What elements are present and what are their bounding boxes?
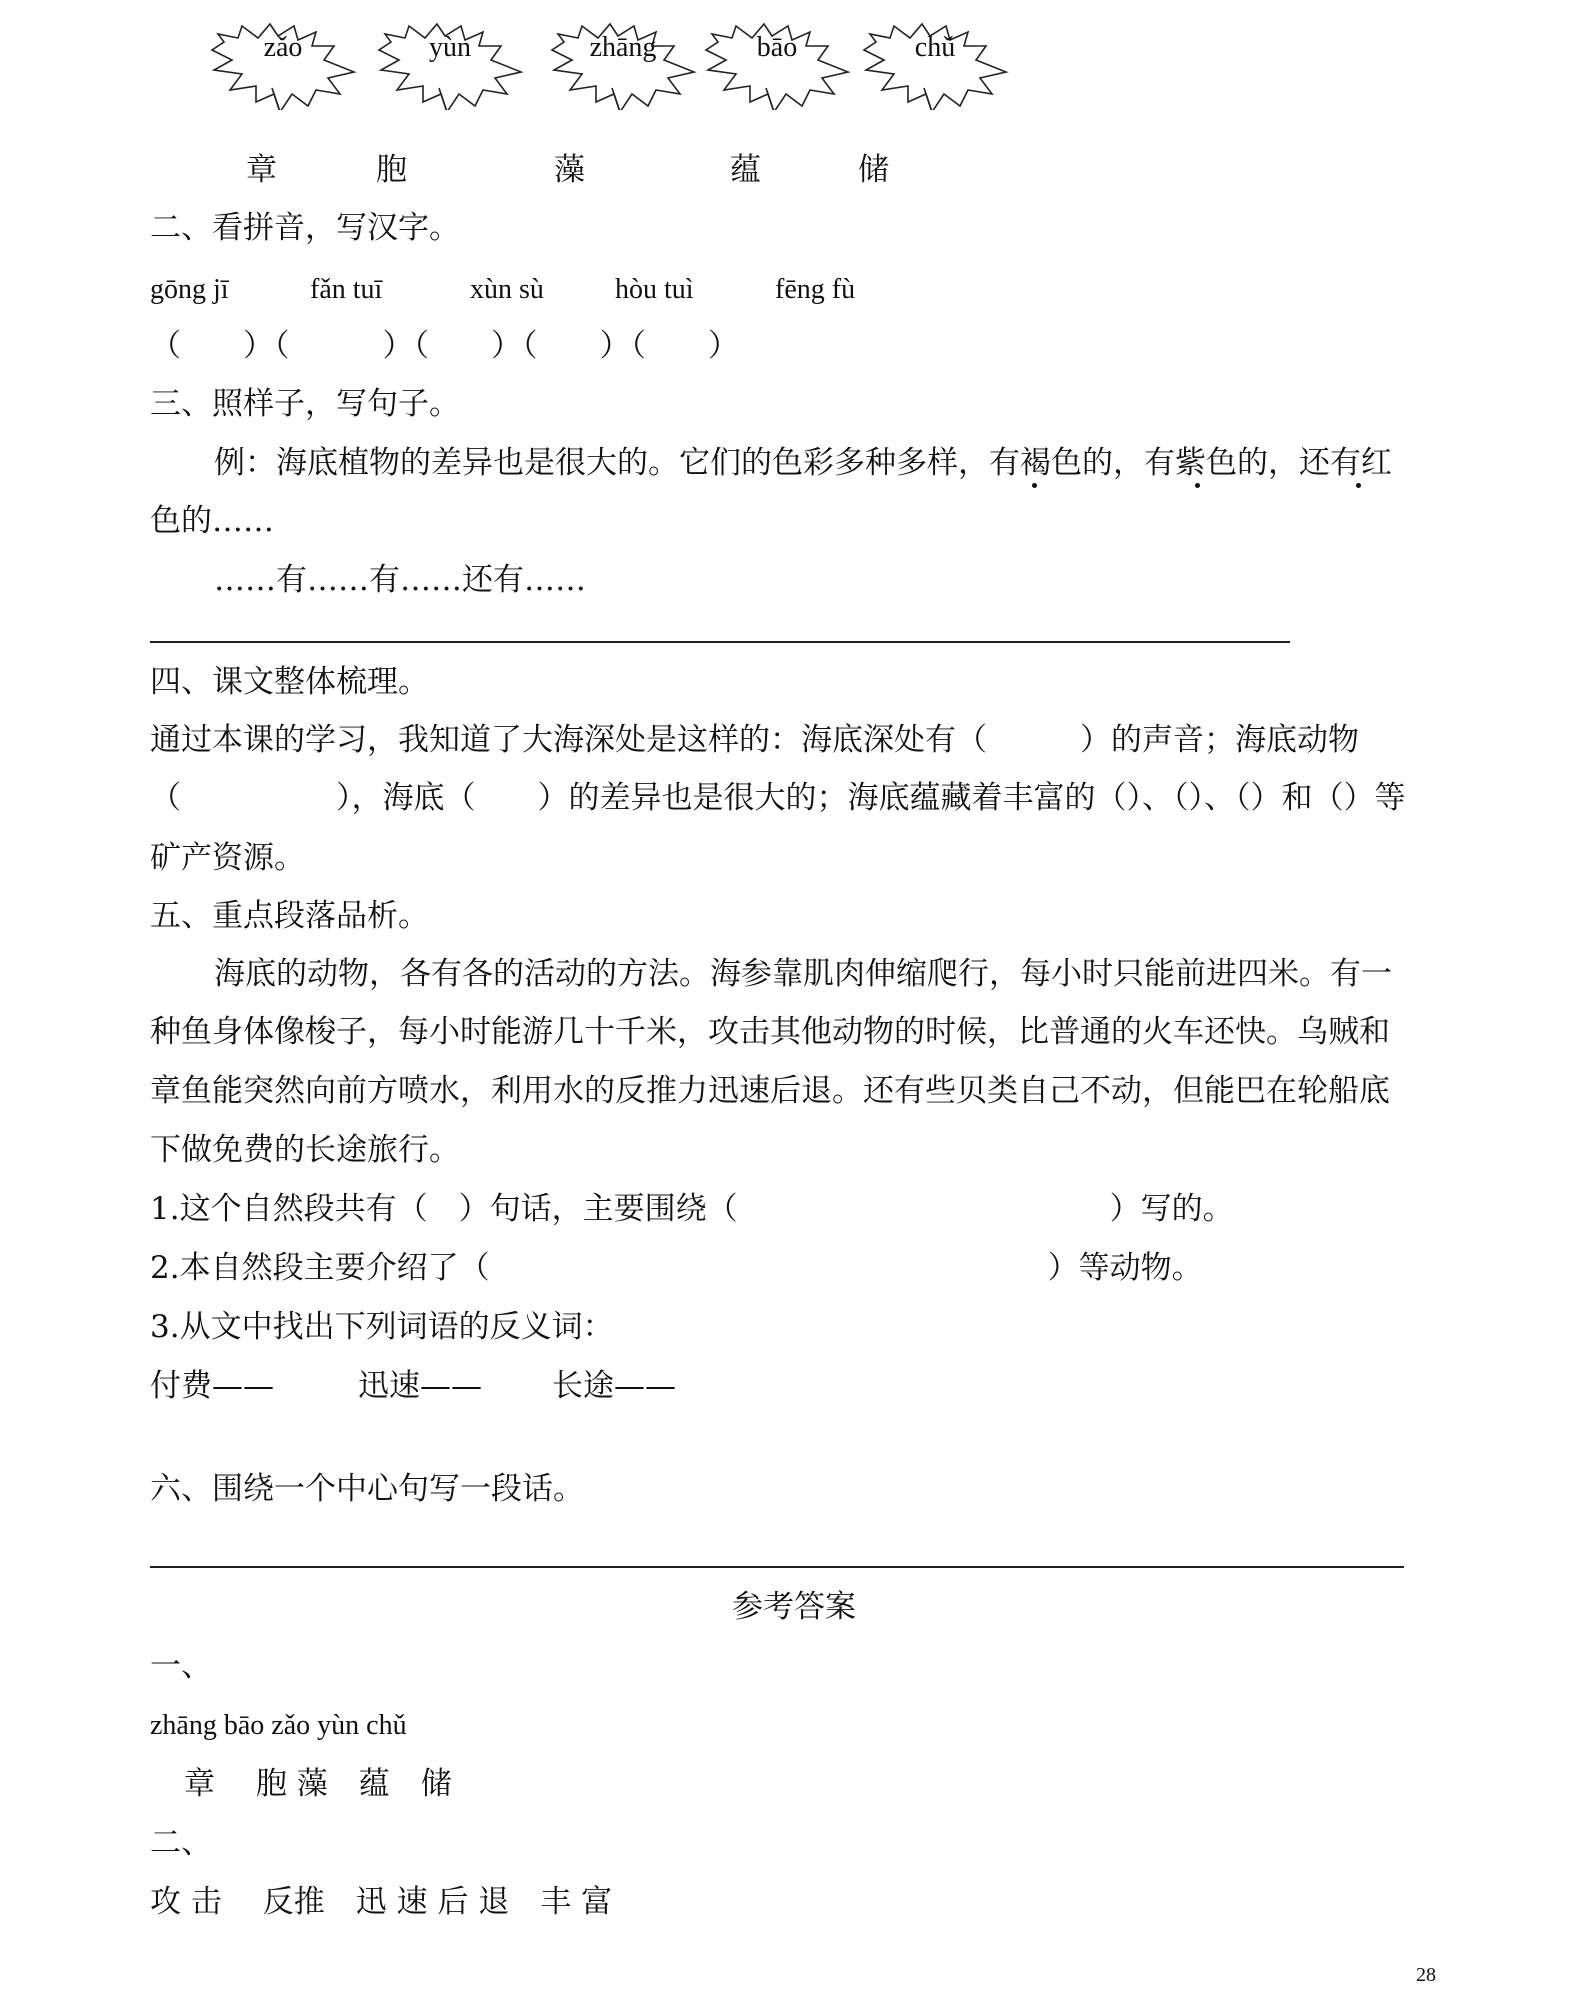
antonym-2: 迅速—— bbox=[358, 1368, 482, 1404]
answers-part2-label: 二、 bbox=[150, 1825, 212, 1861]
leaf-card-1 bbox=[208, 20, 358, 110]
section4-line-1: 通过本课的学习，我知道了大海深处是这样的：海底深处有（ ）的声音；海底动物 bbox=[150, 722, 1359, 758]
antonym-3: 长途—— bbox=[552, 1368, 676, 1404]
leaf-pinyin-4: bāo bbox=[756, 32, 798, 63]
leaf-pinyin-1: zǎo bbox=[263, 32, 303, 63]
answers-part1-chars: 章 胞 藻 蕴 储 bbox=[184, 1766, 452, 1802]
pinyin-3: xùn sù bbox=[470, 274, 544, 305]
paragraph-line-3: 章鱼能突然向前方喷水，利用水的反推力迅速后退。还有些贝类自己不动，但能巴在轮船底 bbox=[150, 1073, 1390, 1109]
char-5: 储 bbox=[858, 152, 889, 188]
pinyin-5: fēng fù bbox=[775, 274, 856, 305]
answer-line[interactable] bbox=[150, 1566, 1404, 1568]
leaf-card-4 bbox=[702, 20, 852, 110]
answer-blanks[interactable]: （ ）（ ）（ ）（ ）（ ） bbox=[150, 328, 739, 364]
sentence-pattern: ……有……有……还有…… bbox=[214, 562, 586, 598]
pinyin-2: fǎn tuī bbox=[310, 274, 383, 305]
question-1: 1.这个自然段共有（ ）句话，主要围绕（ ）写的。 bbox=[150, 1191, 1234, 1227]
section4-line-2: （ ），海底（ ）的差异也是很大的；海底蕴藏着丰富的（）、（）、（）和（）等 bbox=[150, 780, 1406, 816]
answers-part1-label: 一、 bbox=[150, 1648, 212, 1684]
answers-part2-words: 攻 击 反推 迅 速 后 退 丰 富 bbox=[150, 1884, 613, 1920]
char-4: 蕴 bbox=[730, 152, 761, 188]
section5-title: 五、重点段落品析。 bbox=[150, 898, 429, 934]
answer-line[interactable] bbox=[150, 641, 1290, 643]
pinyin-4: hòu tuì bbox=[615, 274, 694, 305]
leaf-card-5 bbox=[860, 20, 1010, 110]
leaf-pinyin-5: chǔ bbox=[914, 32, 956, 63]
leaf-card-2 bbox=[375, 20, 525, 110]
question-2: 2.本自然段主要介绍了（ ）等动物。 bbox=[150, 1250, 1203, 1286]
answers-title: 参考答案 bbox=[732, 1589, 856, 1625]
answers-part1-pinyin: zhāng bāo zǎo yùn chǔ bbox=[150, 1710, 407, 1741]
paragraph-line-2: 种鱼身体像梭子，每小时能游几十千米，攻击其他动物的时候，比普通的火车还快。乌贼和 bbox=[150, 1014, 1390, 1050]
paragraph-line-4: 下做免费的长途旅行。 bbox=[150, 1132, 460, 1168]
section2-title: 二、看拼音，写汉字。 bbox=[150, 210, 460, 246]
page-number: 28 bbox=[1416, 1964, 1436, 1986]
char-2: 胞 bbox=[376, 152, 407, 188]
section3-title: 三、照样子，写句子。 bbox=[150, 386, 460, 422]
example-line-2: 色的…… bbox=[150, 503, 274, 539]
char-3: 藻 bbox=[554, 152, 585, 188]
emphasis-dot bbox=[1195, 483, 1200, 488]
paragraph-line-1: 海底的动物，各有各的活动的方法。海参靠肌肉伸缩爬行，每小时只能前进四米。有一 bbox=[214, 956, 1392, 992]
emphasis-dot bbox=[1356, 483, 1361, 488]
char-1: 章 bbox=[246, 152, 277, 188]
example-line-1: 例：海底植物的差异也是很大的。它们的色彩多种多样，有褐色的，有紫色的，还有红 bbox=[214, 445, 1392, 481]
section6-title: 六、围绕一个中心句写一段话。 bbox=[150, 1471, 584, 1507]
emphasis-dot bbox=[1032, 483, 1037, 488]
leaf-pinyin-2: yùn bbox=[429, 32, 471, 63]
pinyin-1: gōng jī bbox=[150, 274, 229, 305]
leaf-pinyin-3: zhāng bbox=[589, 32, 657, 63]
section4-title: 四、课文整体梳理。 bbox=[150, 664, 429, 700]
section4-line-3: 矿产资源。 bbox=[150, 840, 305, 876]
leaf-card-3 bbox=[548, 20, 698, 110]
antonym-1: 付费—— bbox=[150, 1368, 274, 1404]
question-3: 3.从文中找出下列词语的反义词： bbox=[150, 1309, 614, 1345]
